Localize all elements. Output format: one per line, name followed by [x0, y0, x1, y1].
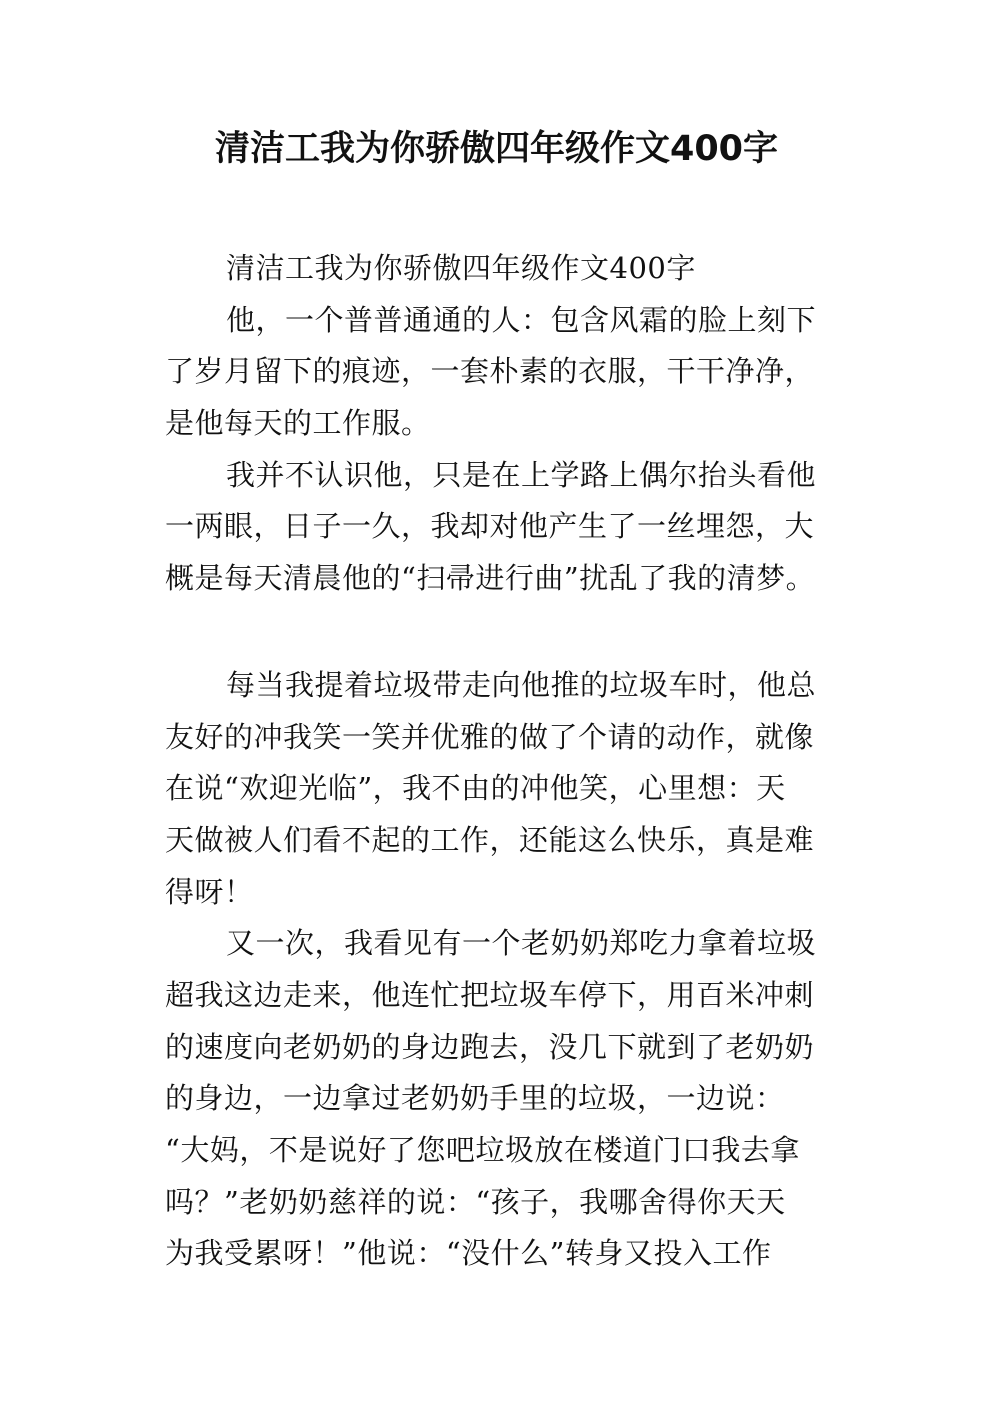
text-line: 友好的冲我笑一笑并优雅的做了个请的动作，就像	[165, 719, 815, 754]
text-line: 的速度向老奶奶的身边跑去，没几下就到了老奶奶	[165, 1029, 815, 1064]
text-line: 又一次，我看见有一个老奶奶郑吃力拿着垃圾	[226, 926, 817, 961]
text-line: 概是每天清晨他的“扫帚进行曲”扰乱了我的清梦。	[165, 561, 816, 596]
blank-line	[165, 605, 865, 660]
text-line: 得呀！	[165, 874, 254, 909]
document-title: 清洁工我为你骄傲四年级作文400字	[214, 129, 779, 169]
text-line: 吗？”老奶奶慈祥的说：“孩子，我哪舍得你天天	[165, 1184, 786, 1219]
text-line: 在说“欢迎光临”，我不由的冲他笑，心里想：天	[165, 771, 786, 806]
text-line: 了岁月留下的痕迹，一套朴素的衣服，干干净净，	[165, 354, 815, 389]
text-line: 我并不认识他，只是在上学路上偶尔抬头看他	[226, 457, 817, 492]
text-line: 天做被人们看不起的工作，还能这么快乐，真是难	[165, 822, 815, 857]
text-line: 清洁工我为你骄傲四年级作文400字	[226, 251, 696, 285]
text-line: “大妈，不是说好了您吧垃圾放在楼道门口我去拿	[165, 1133, 800, 1167]
text-line: 的身边，一边拿过老奶奶手里的垃圾，一边说：	[165, 1081, 785, 1116]
text-line: 是他每天的工作服。	[165, 406, 431, 441]
text-line: 为我受累呀！”他说：“没什么”转身又投入工作	[165, 1236, 772, 1271]
text-line: 一两眼，日子一久，我却对他产生了一丝埋怨，大	[165, 509, 815, 544]
text-line: 超我这边走来，他连忙把垃圾车停下，用百米冲刺	[165, 977, 815, 1012]
document-body	[165, 243, 865, 1280]
text-line: 每当我提着垃圾带走向他推的垃圾车时，他总	[226, 667, 817, 702]
text-line: 他，一个普普通通的人：包含风霜的脸上刻下	[226, 302, 817, 337]
